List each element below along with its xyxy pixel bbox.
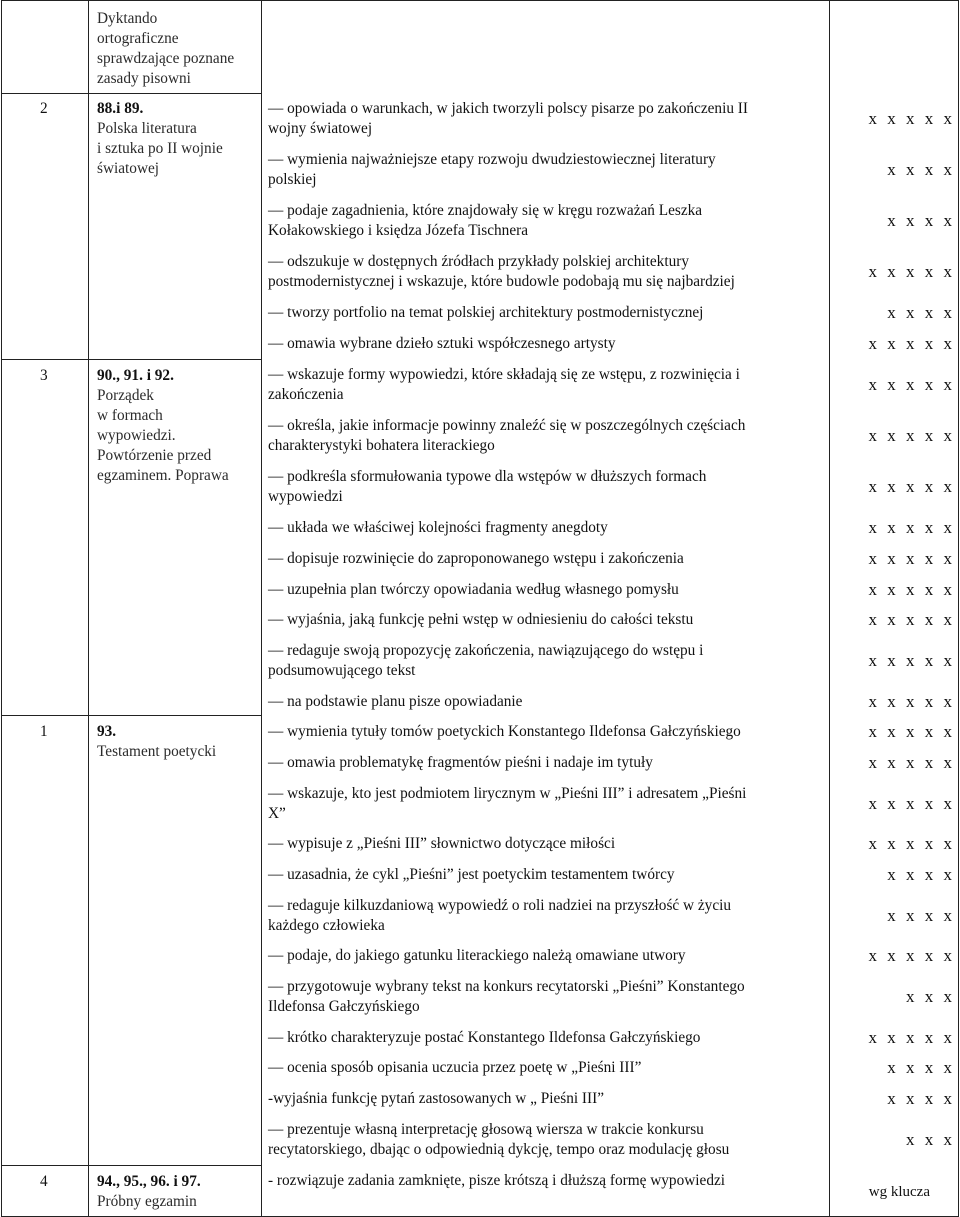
requirement-text: — wskazuje, kto jest podmiotem lirycznym w „Pieśni III” i adresatem „Pieśni — [268, 785, 747, 802]
topic-line: wypowiedzi. — [97, 427, 176, 444]
requirement-text: polskiej — [268, 171, 317, 188]
dash-glyph: — — [268, 835, 288, 852]
grid-line — [1, 359, 261, 360]
dash-glyph: — — [268, 304, 288, 321]
grid-line — [829, 0, 830, 1217]
requirement-text: recytatorskiego, dbając o odpowiednią dykcję, tempo oraz modulację głosu — [268, 1141, 730, 1158]
topic-line: w formach — [97, 407, 163, 424]
grid-line — [1, 93, 261, 94]
level-marks: x x x x x — [868, 834, 952, 853]
level-marks: x x x x x — [868, 109, 952, 128]
requirement-text: Kołakowskiego i księdza Józefa Tischnera — [268, 222, 528, 239]
requirement-text: -wyjaśnia funkcję pytań zastosowanych w „ Pieśni III” — [268, 1090, 605, 1107]
requirement-text: — wymienia tytuły tomów poetyckich Konstantego Ildefonsa Gałczyńskiego — [268, 723, 741, 740]
requirement-text: — wypisuje z „Pieśni III” słownictwo dotyczące miłości — [268, 835, 616, 852]
level-marks: x x x x — [887, 303, 952, 322]
level-marks: x x x — [906, 987, 952, 1006]
requirement-text: - rozwiązuje zadania zamknięte, pisze krótszą i dłuższą formę wypowiedzi — [268, 1172, 726, 1189]
requirement-text: — wskazuje formy wypowiedzi, które składają się ze wstępu, z rozwinięcia i — [268, 366, 740, 383]
dash-glyph: — — [268, 519, 288, 536]
requirement-text: — podkreśla sformułowania typowe dla wstępów w dłuższych formach — [268, 468, 707, 485]
requirement-text: wypowiedzi — [268, 488, 343, 505]
topic-line: Dyktando — [97, 10, 158, 27]
topic-line: ortograficzne — [97, 30, 179, 47]
topic-line: Próbny egzamin — [97, 1193, 197, 1210]
level-marks: x x x x x — [868, 375, 952, 394]
topic-line: Testament poetycki — [97, 743, 217, 760]
dash-glyph: — — [268, 897, 288, 914]
level-marks: x x x x x — [868, 549, 952, 568]
level-marks: x x x x x — [868, 692, 952, 711]
grid-line — [261, 0, 262, 1217]
dash-glyph: — — [268, 723, 288, 740]
dash-glyph: — — [268, 611, 288, 628]
requirement-text: Ildefonsa Gałczyńskiego — [268, 998, 420, 1015]
dash-glyph: — — [268, 581, 288, 598]
requirement-text: — podaje, do jakiego gatunku literackiego należą omawiane utwory — [268, 947, 686, 964]
level-marks: x x x x x — [868, 722, 952, 741]
grid-line — [1, 0, 2, 1217]
dash-glyph: — — [268, 550, 288, 567]
level-marks: x x x x x — [868, 946, 952, 965]
requirement-text: — redaguje swoją propozycję zakończenia, nawiązującego do wstępu i — [268, 642, 704, 659]
requirement-text: — uzasadnia, że cykl „Pieśni” jest poetyckim testamentem twórcy — [268, 866, 675, 883]
topic-line: i sztuka po II wojnie — [97, 140, 223, 157]
level-marks: x x x x x — [868, 753, 952, 772]
dash-glyph: — — [268, 253, 288, 270]
level-marks: x x x x — [887, 1058, 952, 1077]
topic-line: sprawdzające poznane — [97, 50, 235, 67]
level-marks: x x x x — [887, 1089, 952, 1108]
requirement-text: — opowiada o warunkach, w jakich tworzyli polscy pisarze po zakończeniu II — [268, 100, 748, 117]
requirement-text: — uzupełnia plan twórczy opowiadania według własnego pomysłu — [268, 581, 679, 598]
requirement-text: — wyjaśnia, jaką funkcję pełni wstęp w odniesieniu do całości tekstu — [268, 611, 694, 628]
grid-line — [1, 0, 959, 1]
dash-glyph: — — [268, 366, 288, 383]
dash-glyph: — — [268, 1121, 288, 1138]
requirement-text: — określa, jakie informacje powinny znaleźć się w poszczególnych częściach — [268, 417, 746, 434]
requirement-text: — omawia problematykę fragmentów pieśni i nadaje im tytuły — [268, 754, 653, 771]
requirement-text: — odszukuje w dostępnych źródłach przykłady polskiej architektury — [268, 253, 689, 270]
lesson-hours: 90., 91. i 92. — [97, 367, 174, 384]
lesson-hours: 94., 95., 96. i 97. — [97, 1173, 201, 1190]
requirement-text: charakterystyki bohatera literackiego — [268, 437, 495, 454]
topic-line: Polska literatura — [97, 120, 197, 137]
level-marks: x x x — [906, 1130, 952, 1149]
level-marks: x x x x — [887, 865, 952, 884]
dash-glyph: — — [268, 947, 288, 964]
level-marks: x x x x — [887, 211, 952, 230]
level-marks: wg klucza — [868, 1184, 930, 1200]
requirement-text: każdego człowieka — [268, 917, 385, 934]
requirement-text: — dopisuje rozwinięcie do zaproponowanego wstępu i zakończenia — [268, 550, 684, 567]
dash-glyph: — — [268, 642, 288, 659]
dash-glyph: — — [268, 785, 288, 802]
requirement-text: — podaje zagadnienia, które znajdowały się w kręgu rozważań Leszka — [268, 202, 703, 219]
requirement-text: zakończenia — [268, 386, 344, 403]
dash-glyph: — — [268, 693, 288, 710]
requirement-text: — redaguje kilkuzdaniową wypowiedź o roli nadziei na przyszłość w życiu — [268, 897, 732, 914]
grid-line — [88, 0, 89, 1217]
dash-glyph: — — [268, 151, 288, 168]
level-marks: x x x x — [887, 160, 952, 179]
requirement-text: — ocenia sposób opisania uczucia przez poetę w „Pieśni III” — [268, 1059, 642, 1076]
topic-line: egzaminem. Poprawa — [97, 467, 229, 484]
requirement-text: — układa we właściwej kolejności fragmenty anegdoty — [268, 519, 608, 536]
level-marks: x x x x x — [868, 794, 952, 813]
requirement-text: wojny światowej — [268, 120, 373, 137]
topic-line: zasady pisowni — [97, 70, 191, 87]
dash-glyph: — — [268, 468, 288, 485]
dash-glyph: — — [268, 754, 288, 771]
requirement-text: podsumowującego tekst — [268, 662, 416, 679]
section-number: 2 — [40, 100, 48, 117]
dash-glyph: — — [268, 1059, 288, 1076]
section-number: 1 — [40, 723, 48, 740]
level-marks: x x x x x — [868, 610, 952, 629]
grid-line — [958, 0, 959, 1217]
requirement-text: — na podstawie planu pisze opowiadanie — [268, 693, 523, 710]
lesson-hours: 88.i 89. — [97, 100, 144, 117]
level-marks: x x x x x — [868, 426, 952, 445]
section-number: 3 — [40, 367, 48, 384]
topic-line: światowej — [97, 160, 160, 177]
dash-glyph: — — [268, 202, 288, 219]
grid-line — [1, 715, 261, 716]
level-marks: x x x x x — [868, 518, 952, 537]
dash-glyph: — — [268, 1029, 288, 1046]
grid-line — [1, 1165, 261, 1166]
topic-line: Porządek — [97, 387, 154, 404]
requirement-text: — tworzy portfolio na temat polskiej architektury postmodernistycznej — [268, 304, 704, 321]
level-marks: x x x x x — [868, 580, 952, 599]
lesson-hours: 93. — [97, 723, 117, 740]
requirement-text: — wymienia najważniejsze etapy rozwoju dwudziestowiecznej literatury — [268, 151, 716, 168]
dash-glyph: — — [268, 335, 288, 352]
level-marks: x x x x x — [868, 477, 952, 496]
requirement-text: postmodernistycznej i wskazuje, które budowle podobają mu się najbardziej — [268, 273, 735, 290]
requirement-text: X” — [268, 805, 286, 822]
requirement-text: — omawia wybrane dzieło sztuki współczesnego artysty — [268, 335, 616, 352]
level-marks: x x x x x — [868, 651, 952, 670]
requirement-text: — przygotowuje wybrany tekst na konkurs recytatorski „Pieśni” Konstantego — [268, 978, 745, 995]
dash-glyph: — — [268, 100, 288, 117]
level-marks: x x x x x — [868, 334, 952, 353]
section-number: 4 — [40, 1173, 48, 1190]
dash-glyph: — — [268, 978, 288, 995]
dash-glyph: — — [268, 417, 288, 434]
topic-line: Powtórzenie przed — [97, 447, 212, 464]
requirement-text: — krótko charakteryzuje postać Konstantego Ildefonsa Gałczyńskiego — [268, 1029, 701, 1046]
level-marks: x x x x — [887, 906, 952, 925]
dash-glyph: — — [268, 866, 288, 883]
level-marks: x x x x x — [868, 1028, 952, 1047]
requirement-text: — prezentuje własną interpretację głosową wiersza w trakcie konkursu — [268, 1121, 704, 1138]
level-marks: x x x x x — [868, 262, 952, 281]
